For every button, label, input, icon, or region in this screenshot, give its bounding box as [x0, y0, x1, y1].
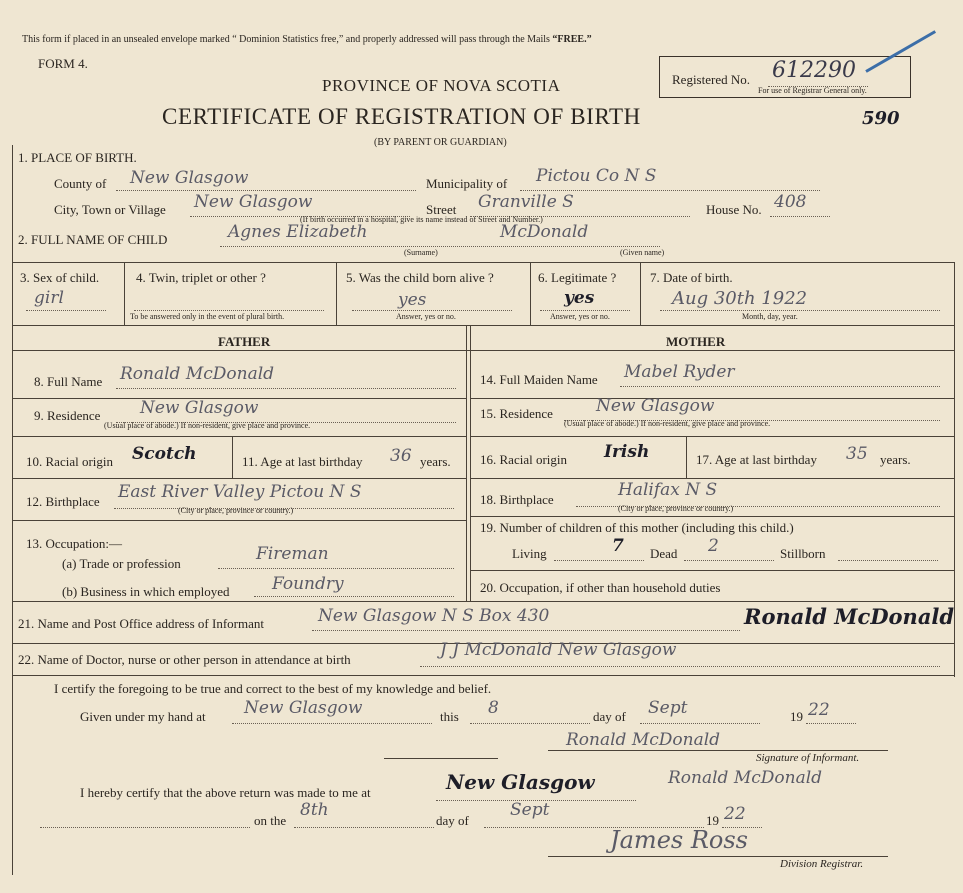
father-birthplace-label: 12. Birthplace — [26, 494, 100, 509]
registrar-signature: James Ross — [610, 826, 748, 854]
sex-value: girl — [34, 288, 64, 308]
house-label: House No. — [706, 202, 762, 217]
certify-statement: I certify the foregoing to be true and correct to the best of my knowledge and belief. — [54, 681, 492, 696]
certify-year-prefix: 19 — [790, 709, 803, 724]
father-age-label: 11. Age at last birthday — [242, 454, 363, 469]
business-value: Foundry — [272, 574, 344, 594]
sex-label: 3. Sex of child. — [20, 270, 100, 285]
street-note: (If birth occurred in a hospital, give its name instead of Street and Number.) — [300, 215, 543, 224]
business-label: (b) Business in which employed — [62, 584, 230, 599]
father-res-note: (Usual place of abode.) If non-resident, give place and province. — [104, 421, 311, 430]
alive-value: yes — [398, 290, 427, 310]
father-birthplace-value: East River Valley Pictou N S — [118, 482, 362, 502]
registrar-day-value: 8th — [300, 800, 329, 820]
informant-sig-value: Ronald McDonald — [566, 730, 721, 750]
side-number: 590 — [862, 108, 900, 129]
trade-value: Fireman — [256, 544, 329, 564]
father-age-value: 36 — [390, 446, 412, 466]
street-label: Street — [426, 202, 457, 217]
twin-label: 4. Twin, triplet or other ? — [136, 270, 266, 285]
registrar-statement: I hereby certify that the above return was made to me at — [80, 785, 371, 800]
father-racial-value: Scotch — [132, 444, 197, 464]
occupation-label: 13. Occupation:— — [26, 536, 123, 551]
on-the-label: on the — [254, 813, 287, 828]
given-note: (Given name) — [620, 248, 665, 257]
dob-value: Aug 30th 1922 — [672, 288, 808, 309]
county-label: County of — [54, 176, 107, 191]
doctor-value: J J McDonald New Glasgow — [440, 640, 677, 660]
municipality-label: Municipality of — [426, 176, 508, 191]
mother-res-value: New Glasgow — [596, 396, 715, 416]
informant-signature: Ronald McDonald — [744, 604, 955, 629]
mother-res-label: 15. Residence — [480, 406, 553, 421]
place-heading: 1. PLACE OF BIRTH. — [18, 150, 137, 165]
father-heading: FATHER — [218, 334, 271, 349]
legit-label: 6. Legitimate ? — [538, 270, 617, 285]
trade-label: (a) Trade or profession — [62, 556, 181, 571]
child-surname-value: McDonald — [500, 222, 589, 242]
mother-birthplace-label: 18. Birthplace — [480, 492, 554, 507]
father-birthplace-note: (City or place, province or country.) — [178, 506, 294, 515]
mother-racial-label: 16. Racial origin — [480, 452, 568, 467]
informant-sig-label: Signature of Informant. — [756, 752, 860, 764]
living-label: Living — [512, 546, 547, 561]
registrar-month-value: Sept — [510, 800, 550, 820]
legit-note: Answer, yes or no. — [550, 312, 610, 321]
legit-value: yes — [564, 288, 595, 308]
mother-occupation-label: 20. Occupation, if other than household duties — [480, 580, 721, 595]
father-age-unit: years. — [420, 454, 451, 469]
postal-notice-free: “FREE.” — [552, 34, 592, 45]
given-place-value: New Glasgow — [244, 698, 363, 718]
street-value: Granville S — [478, 192, 574, 212]
dead-value: 2 — [708, 536, 719, 556]
registrar-received-from: Ronald McDonald — [668, 768, 823, 788]
father-name-value: Ronald McDonald — [120, 364, 275, 384]
father-res-label: 9. Residence — [34, 408, 101, 423]
informant-value: New Glasgow N S Box 430 — [318, 606, 550, 626]
mother-racial-value: Irish — [604, 442, 650, 462]
certify-year-value: 22 — [808, 700, 830, 720]
father-name-label: 8. Full Name — [34, 374, 103, 389]
mother-age-value: 35 — [846, 444, 868, 464]
postal-notice — [22, 34, 592, 45]
form-number: FORM 4. — [38, 56, 88, 71]
informant-label: 21. Name and Post Office address of Informant — [18, 616, 264, 631]
registrar-place-value: New Glasgow — [446, 770, 595, 794]
registered-no-label: Registered No. — [672, 72, 750, 87]
registrar-day-of-label: day of — [436, 813, 469, 828]
stillborn-label: Stillborn — [780, 546, 826, 561]
certify-month-value: Sept — [648, 698, 688, 718]
father-racial-label: 10. Racial origin — [26, 454, 114, 469]
dob-note: Month, day, year. — [742, 312, 798, 321]
this-label: this — [440, 709, 459, 724]
house-value: 408 — [774, 192, 807, 212]
father-res-value: New Glasgow — [140, 398, 259, 418]
registrar-year-prefix: 19 — [706, 813, 719, 828]
city-value: New Glasgow — [194, 192, 313, 212]
dead-label: Dead — [650, 546, 678, 561]
children-label: 19. Number of children of this mother (including this child.) — [480, 520, 794, 535]
mother-heading: MOTHER — [666, 334, 726, 349]
child-given-value: Agnes Elizabeth — [228, 222, 368, 242]
certify-day-value: 8 — [488, 698, 499, 718]
province-title: PROVINCE OF NOVA SCOTIA — [322, 76, 561, 95]
mother-name-value: Mabel Ryder — [624, 362, 735, 382]
certificate-subtitle: (BY PARENT OR GUARDIAN) — [374, 137, 507, 148]
registrar-sig-label: Division Registrar. — [780, 858, 864, 870]
city-label: City, Town or Village — [54, 202, 166, 217]
living-value: 7 — [612, 536, 624, 556]
municipality-value: Pictou Co N S — [536, 166, 657, 186]
mother-age-unit: years. — [880, 452, 911, 467]
doctor-label: 22. Name of Doctor, nurse or other person in attendance at birth — [18, 652, 351, 667]
county-value: New Glasgow — [130, 168, 249, 188]
twin-note: To be answered only in the event of plural birth. — [130, 312, 285, 321]
mother-age-label: 17. Age at last birthday — [696, 452, 817, 467]
mother-name-label: 14. Full Maiden Name — [480, 372, 598, 387]
surname-note: (Surname) — [404, 248, 438, 257]
registered-no-note: For use of Registrar General only. — [758, 86, 867, 95]
certify-day-of-label: day of — [593, 709, 626, 724]
dob-label: 7. Date of birth. — [650, 270, 733, 285]
child-name-label: 2. FULL NAME OF CHILD — [18, 232, 168, 247]
registered-no-value: 612290 — [772, 58, 856, 83]
mother-birthplace-note: (City or place, province or country.) — [618, 504, 734, 513]
alive-note: Answer, yes or no. — [396, 312, 456, 321]
postal-notice-text: This form if placed in an unsealed envelope marked “ Dominion Statistics free,” and properly addressed will pass through the Mails — [22, 34, 550, 45]
mother-birthplace-value: Halifax N S — [618, 480, 718, 500]
registrar-year-value: 22 — [724, 804, 746, 824]
given-under-label: Given under my hand at — [80, 709, 206, 724]
alive-label: 5. Was the child born alive ? — [346, 270, 494, 285]
mother-res-note: (Usual place of abode.) If non-resident, give place and province. — [564, 419, 771, 428]
certificate-title: CERTIFICATE OF REGISTRATION OF BIRTH — [162, 104, 641, 129]
